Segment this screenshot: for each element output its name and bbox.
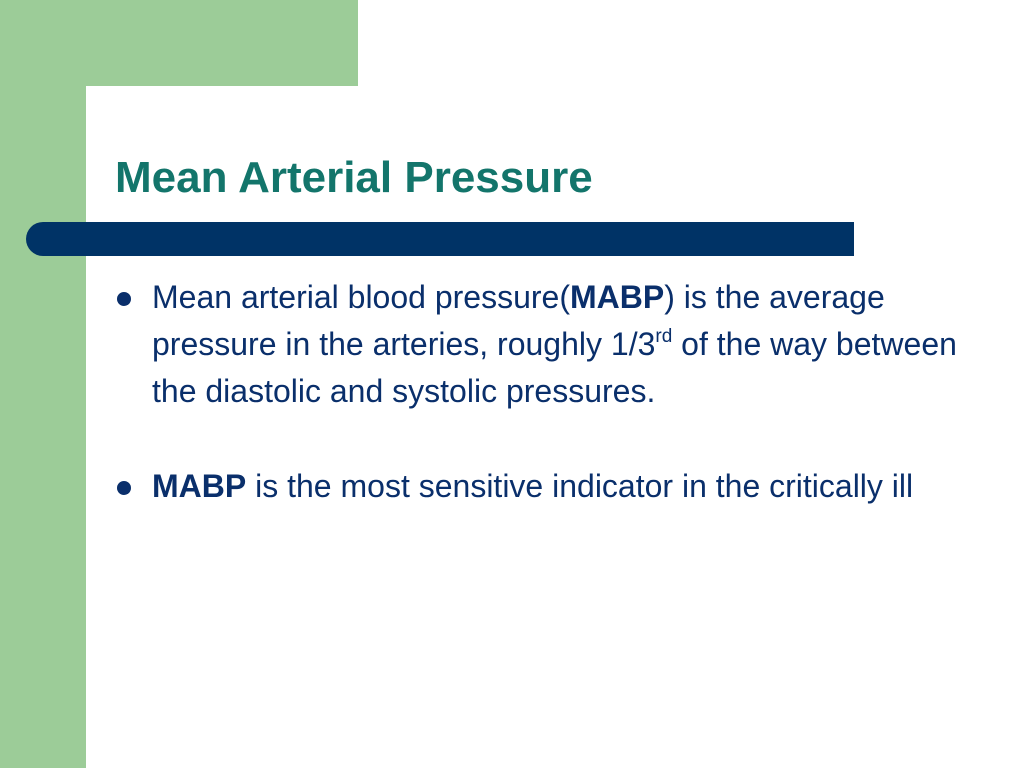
- bullet-list: [112, 274, 972, 510]
- bullet-text: is the most sensitive indicator in the critically ill: [246, 468, 914, 504]
- bullet-text: of the way between the diastolic and systolic pressures.: [152, 326, 957, 409]
- bullet-text: ) is the average pressure in the arteries, roughly 1/3: [152, 279, 885, 362]
- green-frame-left: [0, 0, 86, 768]
- ordinal-superscript: rd: [655, 326, 673, 347]
- bullet-dot-icon: [117, 481, 131, 495]
- bullet-text: Mean arterial blood pressure(: [152, 279, 570, 315]
- bullet-item-mabp-indicator: [112, 463, 972, 510]
- bullet-dot-icon: [117, 292, 131, 306]
- title-underline-bar: [26, 222, 854, 256]
- bullet-item-mabp-definition: [112, 274, 972, 415]
- green-frame-top: [0, 0, 358, 86]
- slide-title: Mean Arterial Pressure: [115, 153, 593, 202]
- bullet-bold-term: MABP: [152, 468, 247, 504]
- bullet-bold-term: MABP: [569, 279, 665, 315]
